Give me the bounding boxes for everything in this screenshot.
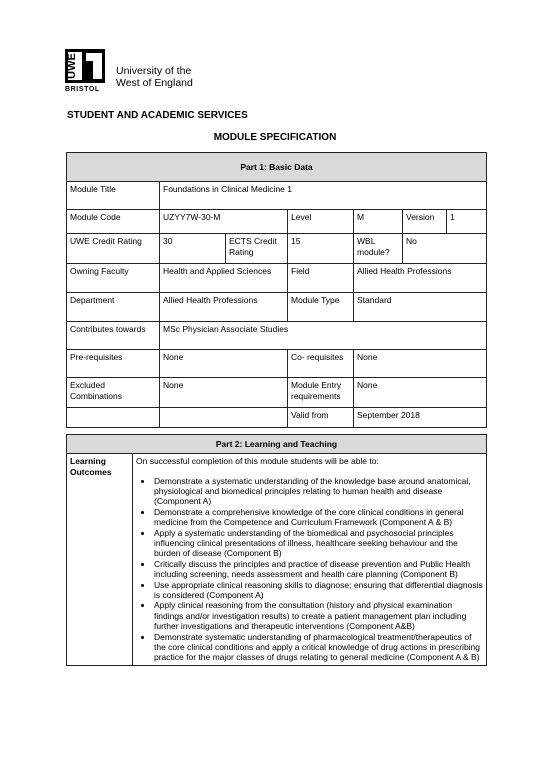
credit-label: UWE Credit Rating bbox=[67, 234, 160, 264]
module-type-value: Standard bbox=[354, 293, 487, 322]
uwe-logo-mark bbox=[65, 49, 105, 83]
valid-value: September 2018 bbox=[354, 408, 487, 428]
faculty-label: Owning Faculty bbox=[67, 264, 160, 293]
learning-outcomes-intro: On successful completion of this module students will be able to: bbox=[136, 456, 379, 466]
part1-title: Part 1: Basic Data bbox=[67, 153, 487, 182]
list-item: • Apply a systematic understanding of the biomedical and psychosocial principles influencing clinical presentations of illness, healthcare seeking behaviour and the burden of disease (Component B) bbox=[153, 528, 483, 559]
coreq-value: None bbox=[354, 350, 487, 378]
list-item: • Demonstrate a comprehensive knowledge of the core clinical conditions in general medicine from the Competence and Curriculum Framework (Component A & B) bbox=[153, 507, 483, 528]
blank-cell bbox=[160, 408, 288, 428]
ects-value: 15 bbox=[288, 234, 354, 264]
level-label: Level bbox=[288, 210, 354, 234]
field-value: Allied Health Professions bbox=[354, 264, 487, 293]
list-item: • Demonstrate systematic understanding of pharmacological treatment/therapeutics of the core clinical conditions and apply a critical knowledge of drug actions in prescribing practice for the major classes of drugs relating to general medicine (Component A & B) bbox=[153, 632, 483, 663]
coreq-label: Co- requisites bbox=[288, 350, 354, 378]
list-item: • Demonstrate a systematic understanding of the knowledge base around anatomical, physiological and biomedical principles relating to human health and disease (Component A) bbox=[153, 476, 483, 507]
prereq-value: None bbox=[160, 350, 288, 378]
entry-label: Module Entry requirements bbox=[288, 378, 354, 408]
module-code-label: Module Code bbox=[67, 210, 160, 234]
excluded-label: Excluded Combinations bbox=[67, 378, 160, 408]
learning-outcomes-cell bbox=[133, 454, 487, 666]
version-label: Version bbox=[403, 210, 447, 234]
uwe-logo bbox=[65, 49, 225, 95]
wbl-label: WBL module? bbox=[354, 234, 403, 264]
list-item: • Critically discuss the principles and practice of disease prevention and Public Health including screening, needs assessment and health care planning (Component B) bbox=[153, 559, 483, 580]
list-item: • Apply clinical reasoning from the consultation (history and physical examination findings and/or investigation results) to create a patient management plan including further investigations and therapeutic interventions (Component A&B) bbox=[153, 600, 483, 631]
contributes-value: MSc Physician Associate Studies bbox=[160, 322, 487, 350]
university-name-line2: West of England bbox=[116, 77, 193, 89]
contributes-label: Contributes towards bbox=[67, 322, 160, 350]
module-title-value: Foundations in Clinical Medicine 1 bbox=[160, 182, 487, 210]
version-value: 1 bbox=[447, 210, 487, 234]
document-title: MODULE SPECIFICATION bbox=[213, 132, 337, 143]
university-name bbox=[116, 65, 193, 89]
module-code-value: UZYY7W-30-M bbox=[160, 210, 288, 234]
valid-label: Valid from bbox=[288, 408, 354, 428]
part2-title: Part 2: Learning and Teaching bbox=[67, 435, 487, 454]
excluded-value: None bbox=[160, 378, 288, 408]
services-heading: STUDENT AND ACADEMIC SERVICES bbox=[67, 110, 248, 121]
department-value: Allied Health Professions bbox=[160, 293, 288, 322]
level-value: M bbox=[354, 210, 403, 234]
blank-cell bbox=[67, 408, 160, 428]
prereq-label: Pre-requisites bbox=[67, 350, 160, 378]
entry-value: None bbox=[354, 378, 487, 408]
wbl-value: No bbox=[403, 234, 487, 264]
faculty-value: Health and Applied Sciences bbox=[160, 264, 288, 293]
learning-teaching-table bbox=[66, 434, 487, 666]
field-label: Field bbox=[288, 264, 354, 293]
basic-data-table bbox=[66, 152, 487, 428]
ects-label: ECTS Credit Rating bbox=[226, 234, 288, 264]
department-label: Department bbox=[67, 293, 160, 322]
learning-outcomes-label: Learning Outcomes bbox=[67, 454, 133, 666]
module-type-label: Module Type bbox=[288, 293, 354, 322]
learning-outcomes-list bbox=[136, 476, 483, 663]
university-name-line1: University of the bbox=[116, 65, 192, 77]
module-title-label: Module Title bbox=[67, 182, 160, 210]
bristol-label: BRISTOL bbox=[65, 86, 100, 93]
credit-value: 30 bbox=[160, 234, 226, 264]
list-item: • Use appropriate clinical reasoning skills to diagnose; ensuring that differential diagnosis is considered (Component A) bbox=[153, 580, 483, 601]
svg-text:UWE: UWE bbox=[66, 53, 78, 79]
